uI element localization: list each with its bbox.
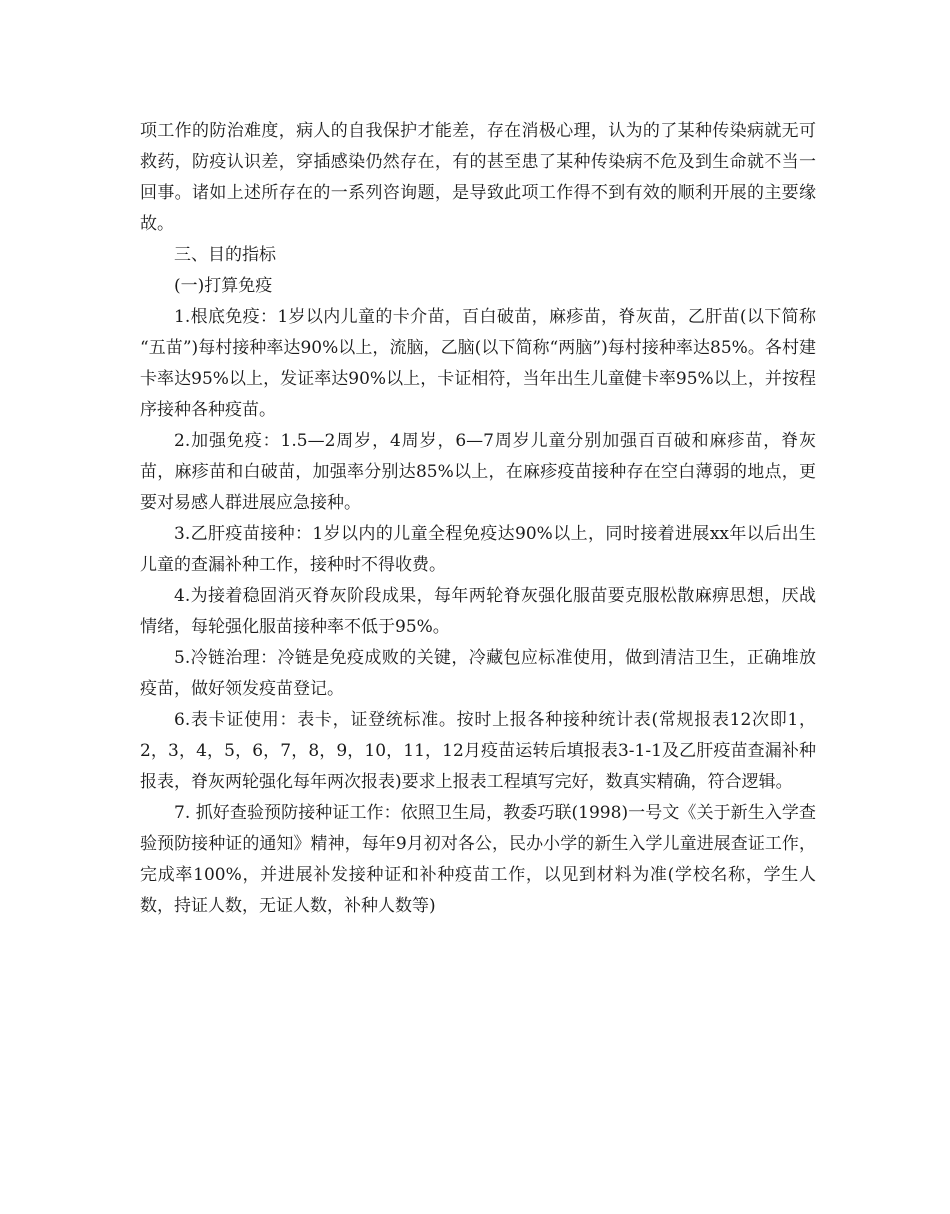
document-body <box>140 116 816 922</box>
paragraph-forms-cards: 6.表卡证使用：表卡，证登统标准。按时上报各种接种统计表(常规报表12次即1，2，3，4，5，6，7，8，9，10，11，12月疫苗运转后填报表3-1-1及乙肝疫苗查漏补种报表，脊灰两轮强化每年两次报表)要求上报表工程填写完好，数真实精确，符合逻辑。 <box>140 710 816 792</box>
paragraph-basic-immunization: 1.根底免疫：1岁以内儿童的卡介苗，百白破苗，麻疹苗，脊灰苗，乙肝苗(以下简称 “五苗”)每村接种率达90%以上，流脑，乙脑(以下简称“两脑”)每村接种率达85%。各村建卡率达95%以上，发证率达90%以上，卡证相符，当年出生儿童健卡率95%以上，并按程序接种各种疫苗。 <box>140 307 816 420</box>
paragraph-certificate-check: 7. 抓好查验预防接种证工作：依照卫生局，教委巧联(1998)一号文《关于新生入学查验预防接种证的通知》精神，每年9月初对各公，民办小学的新生入学儿童进展查证工作，完成率100%，并进展补发接种证和补种疫苗工作，以见到材料为准(学校名称，学生人数，持证人数，无证人数，补种人数等) <box>140 803 816 916</box>
paragraph-cold-chain: 5.冷链治理：冷链是免疫成败的关键，冷藏包应标准使用，做到清洁卫生，正确堆放疫苗，做好领发疫苗登记。 <box>140 648 816 699</box>
section-heading-goals: 三、目的指标 <box>174 245 276 265</box>
paragraph-booster-immunization: 2.加强免疫：1.5—2周岁，4周岁，6—7周岁儿童分别加强百百破和麻疹苗，脊灰苗，麻疹苗和白破苗，加强率分别达85%以上，在麻疹疫苗接种存在空白薄弱的地点，更要对易感人群进展应急接种。 <box>140 431 816 513</box>
paragraph-continuation: 项工作的防治难度，病人的自我保护才能差，存在消极心理，认为的了某种传染病就无可救药，防疫认识差，穿插感染仍然存在，有的甚至患了某种传染病不危及到生命就不当一回事。诸如上述所存在的一系列咨询题，是导致此项工作得不到有效的顺利开展的主要缘故。 <box>140 121 816 234</box>
subsection-heading-planned-immunization: (一)打算免疫 <box>174 276 273 296</box>
paragraph-hepatitis-b-vaccination: 3.乙肝疫苗接种：1岁以内的儿童全程免疫达90%以上，同时接着进展xx年以后出生儿童的查漏补种工作，接种时不得收费。 <box>140 524 816 575</box>
paragraph-polio-eradication: 4.为接着稳固消灭脊灰阶段成果，每年两轮脊灰强化服苗要克服松散麻痹思想，厌战情绪，每轮强化服苗接种率不低于95%。 <box>140 586 816 637</box>
